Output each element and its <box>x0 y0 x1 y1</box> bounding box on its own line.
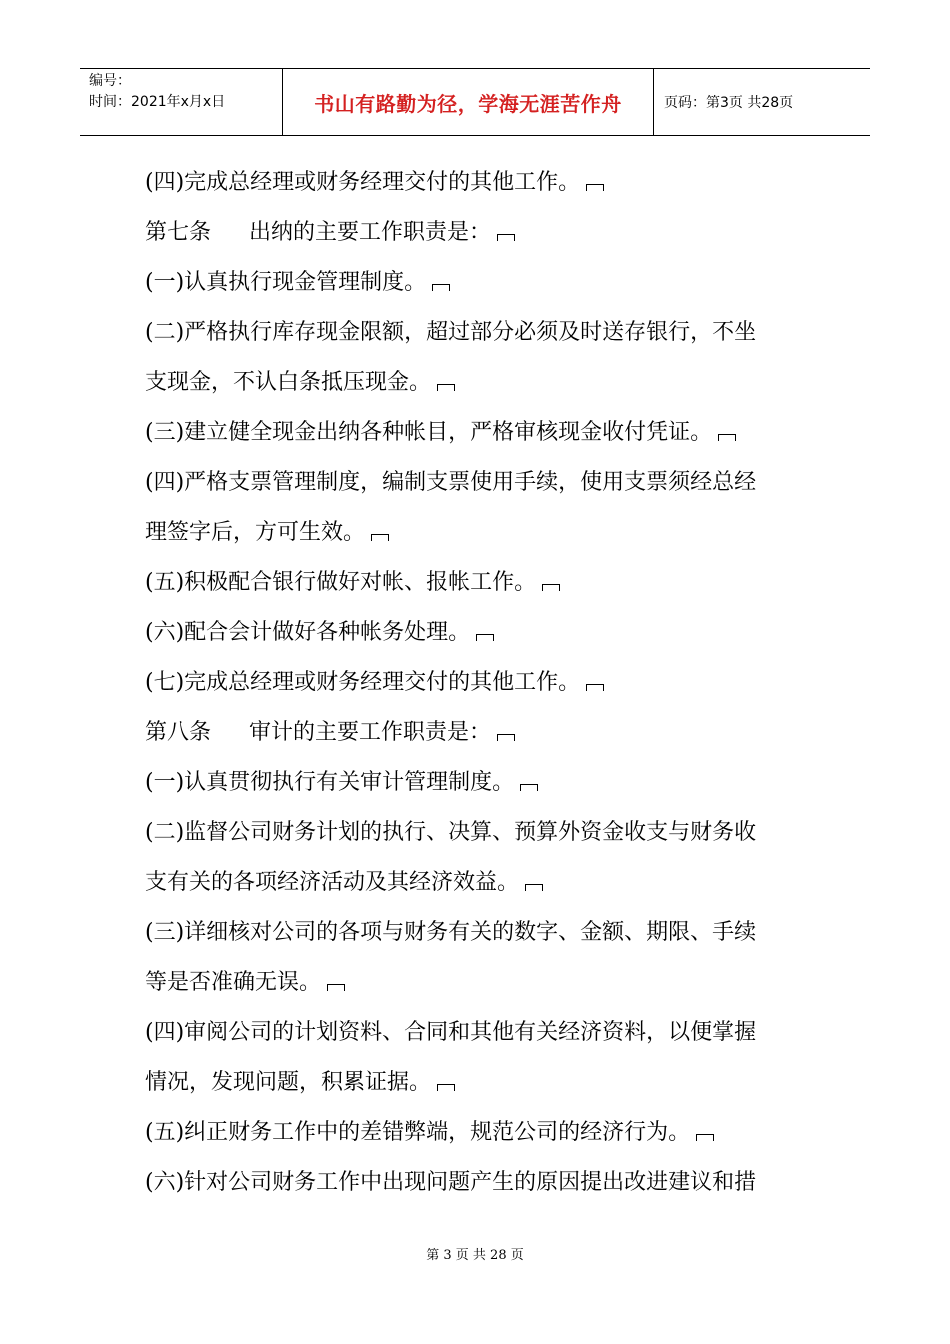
paragraph-mark-icon <box>586 684 604 691</box>
line-text: (四)严格支票管理制度，编制支票使用手续，使用支票须经总经 <box>145 470 757 495</box>
document-body <box>145 158 810 1208</box>
line-text: (三)详细核对公司的各项与财务有关的数字、金额、期限、手续 <box>145 920 757 945</box>
page-header <box>80 68 870 136</box>
text-line <box>145 1008 810 1058</box>
text-line <box>145 558 810 608</box>
line-text: 支现金，不认白条抵压现金。 <box>145 370 432 395</box>
header-motto-cell <box>282 69 654 135</box>
line-text: (六)针对公司财务工作中出现问题产生的原因提出改进建议和措 <box>145 1170 757 1195</box>
line-text: (五)纠正财务工作中的差错弊端，规范公司的经济行为。 <box>145 1120 691 1145</box>
text-line <box>145 658 810 708</box>
doc-number-label: 编号： <box>89 73 131 89</box>
paragraph-mark-icon <box>371 534 389 541</box>
paragraph-mark-icon <box>497 734 515 741</box>
text-line <box>145 208 810 258</box>
text-line <box>145 458 810 508</box>
header-page-info-cell <box>654 69 870 135</box>
footer-page-number: 第 3 页 共 28 页 <box>426 1248 524 1263</box>
text-line <box>145 858 810 908</box>
paragraph-mark-icon <box>497 234 515 241</box>
text-line <box>145 358 810 408</box>
doc-date-label: 时间：2021年x月x日 <box>89 94 226 110</box>
text-line <box>145 1158 810 1208</box>
header-meta <box>80 69 282 135</box>
paragraph-mark-icon <box>327 984 345 991</box>
paragraph-mark-icon <box>718 434 736 441</box>
header-page-info: 页码：第3页 共28页 <box>664 95 794 111</box>
paragraph-mark-icon <box>437 384 455 391</box>
text-line <box>145 908 810 958</box>
text-line <box>145 308 810 358</box>
text-line <box>145 158 810 208</box>
text-line <box>145 808 810 858</box>
line-text: 支有关的各项经济活动及其经济效益。 <box>145 870 520 895</box>
line-text: (一)认真执行现金管理制度。 <box>145 270 427 295</box>
line-text: (七)完成总经理或财务经理交付的其他工作。 <box>145 670 581 695</box>
line-text: (六)配合会计做好各种帐务处理。 <box>145 620 471 645</box>
line-text: (四)审阅公司的计划资料、合同和其他有关经济资料，以便掌握 <box>145 1020 757 1045</box>
paragraph-mark-icon <box>542 584 560 591</box>
paragraph-mark-icon <box>432 284 450 291</box>
text-line <box>145 708 810 758</box>
page-footer <box>0 1244 950 1263</box>
text-line <box>145 1108 810 1158</box>
text-line <box>145 258 810 308</box>
text-line <box>145 958 810 1008</box>
article-number: 第八条 <box>145 720 212 745</box>
line-text: 情况，发现问题，积累证据。 <box>145 1070 432 1095</box>
line-text: (二)监督公司财务计划的执行、决算、预算外资金收支与财务收 <box>145 820 757 845</box>
article-number: 第七条 <box>145 220 212 245</box>
line-text: 理签字后，方可生效。 <box>145 520 366 545</box>
text-line <box>145 1058 810 1108</box>
line-text: (四)完成总经理或财务经理交付的其他工作。 <box>145 170 581 195</box>
line-text: (五)积极配合银行做好对帐、报帐工作。 <box>145 570 537 595</box>
line-text: 等是否准确无误。 <box>145 970 322 995</box>
paragraph-mark-icon <box>696 1134 714 1141</box>
line-text: (二)严格执行库存现金限额，超过部分必须及时送存银行，不坐 <box>145 320 757 345</box>
text-line <box>145 608 810 658</box>
paragraph-mark-icon <box>476 634 494 641</box>
paragraph-mark-icon <box>520 784 538 791</box>
line-text: (三)建立健全现金出纳各种帐目，严格审核现金收付凭证。 <box>145 420 713 445</box>
paragraph-mark-icon <box>586 184 604 191</box>
line-text: (一)认真贯彻执行有关审计管理制度。 <box>145 770 515 795</box>
text-line <box>145 408 810 458</box>
paragraph-mark-icon <box>525 884 543 891</box>
line-text: 出纳的主要工作职责是： <box>249 220 492 245</box>
text-line <box>145 758 810 808</box>
text-line <box>145 508 810 558</box>
header-motto: 书山有路勤为径，学海无涯苦作舟 <box>314 91 622 116</box>
line-text: 审计的主要工作职责是： <box>249 720 492 745</box>
paragraph-mark-icon <box>437 1084 455 1091</box>
